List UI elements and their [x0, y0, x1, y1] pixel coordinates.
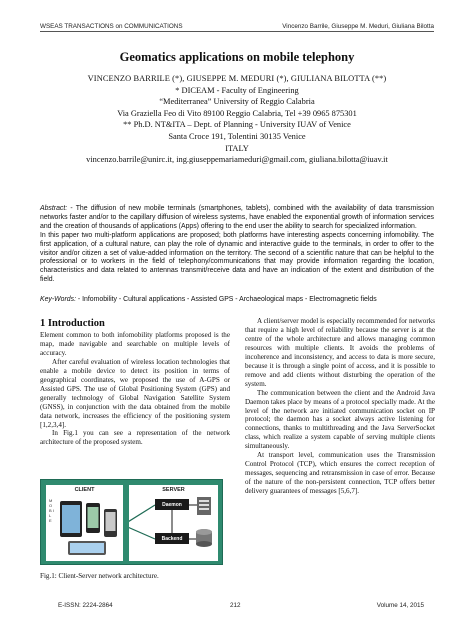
- header-authors: Vincenzo Barrile, Giuseppe M. Meduri, Giuliana Bilotta: [282, 23, 434, 30]
- server-connections-drawing: [129, 485, 218, 561]
- right-paragraph-1: A client/server model is especially recommended for networks that require a high level of reliability because the server is at the centre of the whole architecture and allows managing common resources with multiple clients. It avoids the problems of incoherence and inconsistency, and access to data is more secure, because it is through a single point of access, and it is possible to remove and add clients without disturbing the operation of the system.: [245, 317, 435, 388]
- server-label: SERVER: [162, 487, 185, 493]
- backend-box: Backend: [155, 533, 189, 544]
- author-emails: vincenzo.barrile@unirc.it, ing.giuseppemariameduri@gmail.com, giuliana.bilotta@iuav.it: [86, 155, 388, 165]
- abstract-paragraph-2: In this paper two multi-platform applications are proposed; both platforms have interesting aspects concerning infomobility. The first application, of a cultural nature, can play the role of dynamic and interactive guide to the terminals, in order to offer to the visitor and/or citizen a set of value-added information on the territory. The second of a scientific nature that can be helpful to the professional or to workers in the field of telephony/communications that may provide information regarding the location, characteristics and data related to antennas transmit/receive data and have an indication of the extent and distribution of the field.: [40, 231, 434, 284]
- left-column: [40, 317, 230, 447]
- paper-title: Geomatics applications on mobile telephony: [119, 50, 355, 64]
- abstract-paragraph-1: [40, 205, 434, 232]
- daemon-box: Daemon: [155, 499, 189, 510]
- server-panel: [129, 485, 218, 561]
- keywords: [40, 295, 434, 304]
- client-label: CLIENT: [74, 487, 95, 493]
- journal-name: WSEAS TRANSACTIONS on COMMUNICATIONS: [40, 23, 183, 30]
- abstract-label: Abstract:: [40, 205, 68, 212]
- client-panel: [46, 485, 123, 561]
- running-header: [40, 18, 434, 30]
- abstract: [40, 205, 434, 285]
- footer-issn: E-ISSN: 2224-2864: [58, 602, 113, 609]
- client-devices-drawing: [46, 485, 123, 561]
- right-paragraph-2: The communication between the client and the Android Java Daemon takes place by means of a protocol specially made. At the level of the network are initiated communication socket on IP protocol; the daemon has a socket always active listening for connections, thanks to multithreading and the Java ServerSocket class, which realize a system capable of serving multiple clients simultaneously.: [245, 388, 435, 451]
- author-block: [40, 73, 434, 166]
- right-column: [245, 317, 435, 496]
- keywords-text: - Infomobility - Cultural applications - Assisted GPS - Archaeological maps - Electromagnetic fields: [76, 296, 377, 303]
- affiliation-2-line-1: ** Ph.D. NT&ITA – Dept. of Planning - University IUAV of Venice: [123, 120, 351, 130]
- keywords-label: Key-Words:: [40, 296, 76, 303]
- intro-paragraph-1: Element common to both infomobility platforms proposed is the map, made navigable and searchable on multiple levels of accuracy.: [40, 331, 230, 357]
- country: ITALY: [225, 143, 249, 153]
- footer-volume: Volume 14, 2015: [376, 602, 424, 609]
- figure-1-architecture: [40, 479, 223, 565]
- figure-1-caption: Fig.1: Client-Server network architecture.: [40, 572, 159, 580]
- database-icon: [196, 529, 212, 547]
- affiliation-1-line-2: “Mediterranea” University of Reggio Calabria: [159, 97, 315, 107]
- footer-page-number: 212: [230, 602, 241, 609]
- affiliation-1-line-1: * DICEAM - Faculty of Engineering: [175, 85, 299, 95]
- mobile-vertical-label: M O B I L E: [49, 498, 54, 523]
- server-icon: [197, 497, 211, 515]
- section-heading-introduction: 1 Introduction: [40, 318, 105, 329]
- abstract-text-1: - The diffusion of new mobile terminals (smartphones, tablets), combined with the availability of data transmission networks faster and/or to the capillary diffusion of wireless systems, have enabled the exponential growth of information services and the creation of thousands of applications (Apps) offering to the end user the ability to search for specialized information.: [40, 205, 434, 230]
- affiliation-2-line-2: Santa Croce 191, Tolentini 30135 Venice: [168, 131, 306, 141]
- intro-paragraph-3: In Fig.1 you can see a representation of the network architecture of the proposed system.: [40, 429, 230, 447]
- header-rule: [40, 31, 434, 32]
- affiliation-1-line-3: Via Graziella Feo di Vito 89100 Reggio Calabria, Tel +39 0965 875301: [117, 108, 357, 118]
- right-paragraph-3: At transport level, communication uses the Transmission Control Protocol (TCP), which ensures the correct reception of messages, sequencing and retransmission in case of error. Because of the nature of the non-persistent connection, TCP offers better delivery guarantees of messages [5,6,7].: [245, 451, 435, 496]
- author-names: VINCENZO BARRILE (*), GIUSEPPE M. MEDURI (*), GIULIANA BILOTTA (**): [87, 74, 387, 83]
- intro-paragraph-2: After careful evaluation of wireless location technologies that enable a mobile device to detect its position in terms of geographical coordinates, we proposed the use of A-GPS or Assisted GPS. The use of Global Positioning System (GPS) and generally technology of Global Navigation Satellite System (GNSS), in conjunction with the data obtained from the mobile data network, increases the efficiency of the positioning system [1,2,3,4].: [40, 357, 230, 429]
